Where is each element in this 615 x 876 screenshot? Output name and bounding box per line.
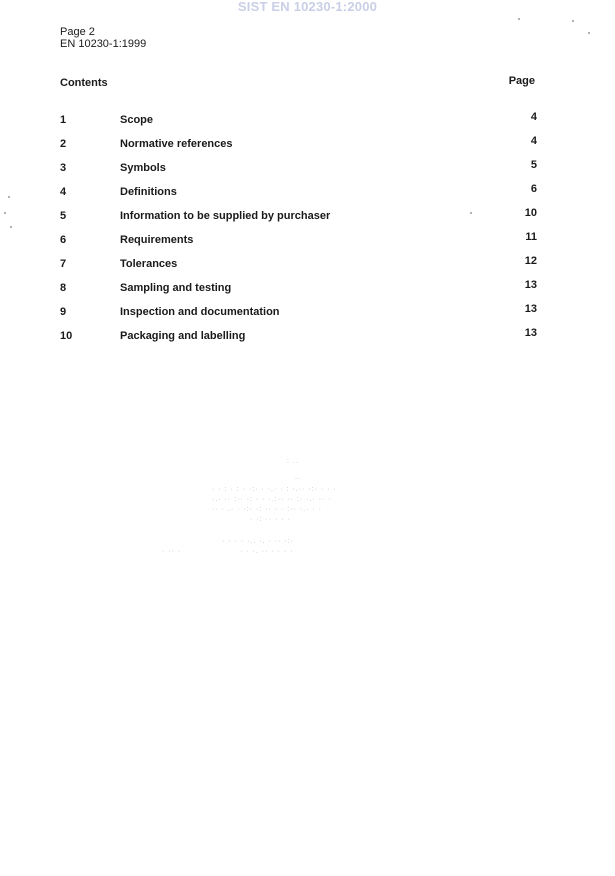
toc-entry — [60, 111, 537, 128]
toc-entry-page: 13 — [524, 279, 537, 291]
toc-entry-page: 5 — [530, 159, 537, 171]
toc-entry-number: 4 — [60, 186, 67, 198]
toc-entry-page: 4 — [530, 135, 537, 147]
toc-header — [60, 77, 535, 91]
toc-entry-title: Scope — [120, 114, 154, 126]
toc-entry — [60, 327, 537, 344]
toc-entry-number: 10 — [60, 330, 73, 342]
watermark: SIST EN 10230-1:2000 — [237, 0, 378, 14]
toc-entry-number: 6 — [60, 234, 67, 246]
toc-entry-title: Symbols — [120, 162, 166, 174]
page-header — [60, 26, 146, 50]
toc-entry — [60, 207, 537, 224]
contents-heading: Contents — [60, 77, 108, 89]
page-number: Page 2 — [60, 26, 95, 38]
toc-entry-title: Normative references — [120, 138, 233, 150]
toc-entry-number: 1 — [60, 114, 67, 126]
toc-entry-page: 10 — [524, 207, 537, 219]
toc-entry-number: 2 — [60, 138, 67, 150]
toc-entry-page: 13 — [524, 303, 537, 315]
toc-entry — [60, 159, 537, 176]
toc-entry-title: Information to be supplied by purchaser — [120, 210, 331, 222]
page-column-heading: Page — [508, 75, 535, 87]
toc-entry-page: 6 — [530, 183, 537, 195]
toc-entry — [60, 279, 537, 296]
toc-entry-page: 11 — [525, 231, 537, 243]
toc-entry-page: 12 — [524, 255, 537, 267]
toc-entry-number: 8 — [60, 282, 67, 294]
toc-entry — [60, 255, 537, 272]
toc-entry — [60, 183, 537, 200]
toc-entry-title: Sampling and testing — [120, 282, 232, 294]
toc-entry — [60, 135, 537, 152]
standard-id: EN 10230-1:1999 — [60, 38, 147, 50]
toc-entry-page: 4 — [530, 111, 537, 123]
toc-entry-title: Packaging and labelling — [120, 330, 246, 342]
toc-entry-title: Tolerances — [120, 258, 178, 270]
toc-entry-page: 13 — [524, 327, 537, 339]
toc-entry — [60, 231, 537, 248]
toc-entry-number: 9 — [60, 306, 67, 318]
toc-entry-title: Requirements — [120, 234, 194, 246]
toc-entry-number: 5 — [60, 210, 67, 222]
toc-entry-number: 3 — [60, 162, 67, 174]
toc-entry — [60, 303, 537, 320]
toc-entry-number: 7 — [60, 258, 67, 270]
toc-entry-title: Inspection and documentation — [120, 306, 280, 318]
toc-entry-title: Definitions — [120, 186, 177, 198]
